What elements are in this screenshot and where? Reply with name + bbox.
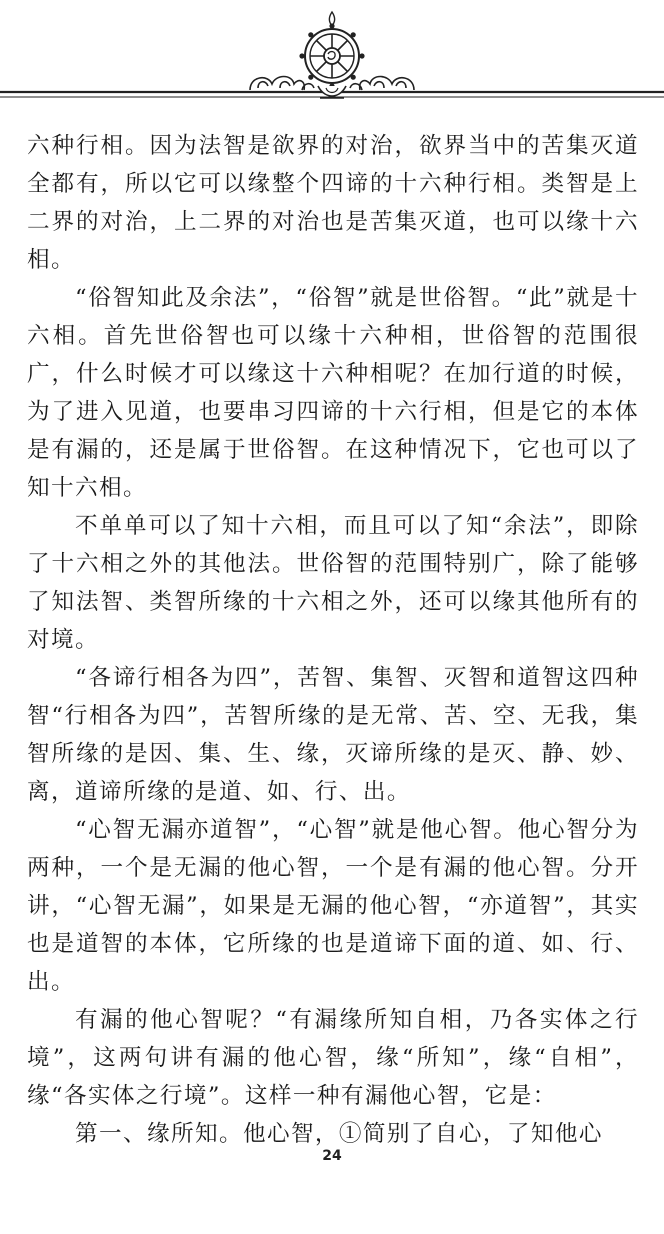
paragraph: 有漏的他心智呢？“有漏缘所知自相，乃各实体之行境”，这两句讲有漏的他心智，缘“所知”，缘“自相”，缘“各实体之行境”。这样一种有漏他心智，它是： [27,1007,639,1109]
body-text [27,127,639,1153]
page-number: 24 [322,1148,342,1164]
paragraph: 不单单可以了知十六相，而且可以了知“余法”，即除了十六相之外的其他法。世俗智的范围特别广，除了能够了知法智、类智所缘的十六相之外，还可以缘其他所有的对境。 [27,513,639,653]
paragraph: “各谛行相各为四”，苦智、集智、灭智和道智这四种智“行相各为四”，苦智所缘的是无常、苦、空、无我，集智所缘的是因、集、生、缘，灭谛所缘的是灭、静、妙、离，道谛所缘的是道、如、行、出。 [27,665,639,805]
paragraph: 第一、缘所知。他心智，①简别了自心，了知他心 [75,1121,603,1147]
page-header-ornament [0,0,664,110]
paragraph: 六种行相。因为法智是欲界的对治，欲界当中的苦集灭道全都有，所以它可以缘整个四谛的十六种行相。类智是上二界的对治，上二界的对治也是苦集灭道，也可以缘十六相。 [27,133,639,273]
dharma-wheel-icon [0,0,664,110]
paragraph: “俗智知此及余法”，“俗智”就是世俗智。“此”就是十六相。首先世俗智也可以缘十六种相，世俗智的范围很广，什么时候才可以缘这十六种相呢？在加行道的时候，为了进入见道，也要串习四谛的十六行相，但是它的本体是有漏的，还是属于世俗智。在这种情况下，它也可以了知十六相。 [27,285,639,501]
paragraph: “心智无漏亦道智”，“心智”就是他心智。他心智分为两种，一个是无漏的他心智，一个是有漏的他心智。分开讲，“心智无漏”，如果是无漏的他心智，“亦道智”，其实也是道智的本体，它所缘的也是道谛下面的道、如、行、出。 [27,817,639,995]
